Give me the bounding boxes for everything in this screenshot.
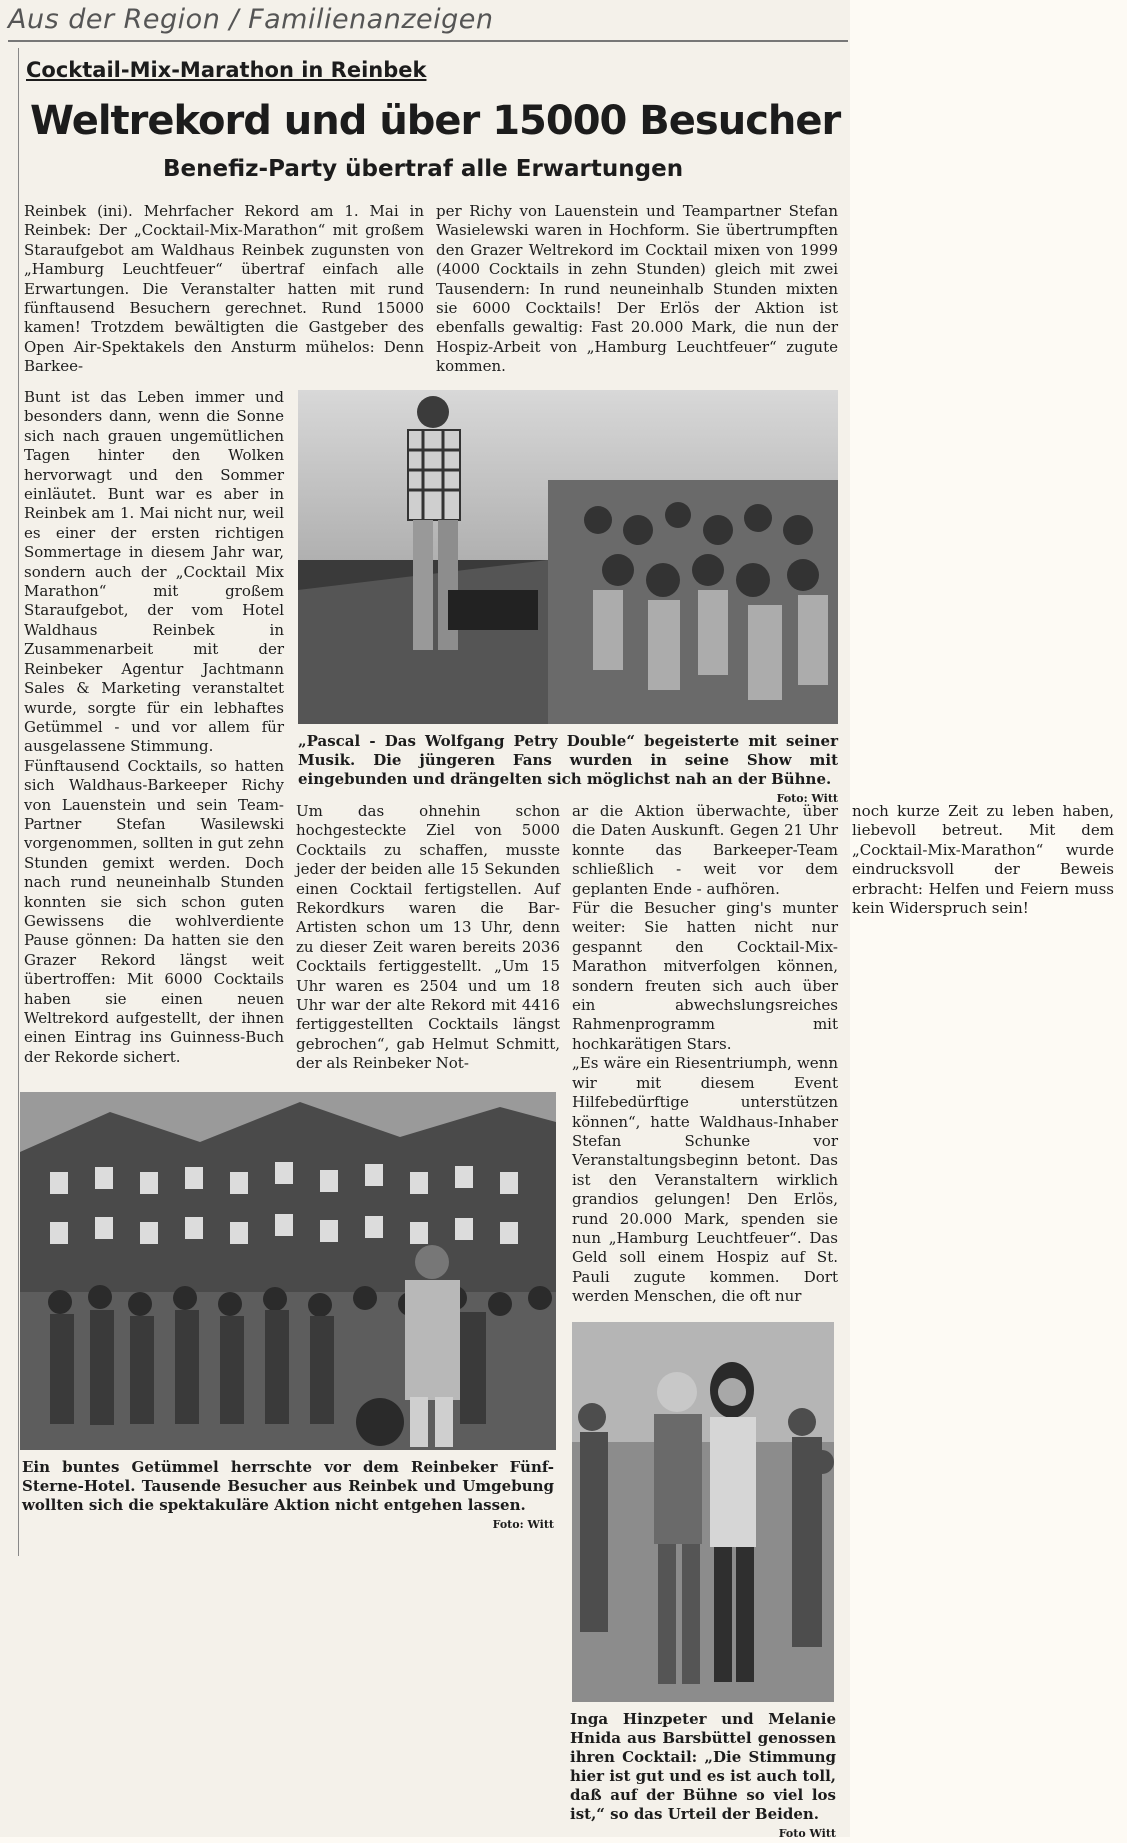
intro-right-column (436, 202, 838, 377)
body-column-3-paragraph-1: ar die Aktion überwachte, über die Daten Auskunft. Gegen 21 Uhr konnte das Barkeeper-Team schließlich - weit vor dem geplanten Ende - aufhören. (572, 802, 838, 898)
photo-hotel-crowd-graphic (20, 1092, 556, 1450)
caption-stage-singer (298, 732, 838, 808)
article-subheadline: Benefiz-Party übertraf alle Erwartungen (163, 156, 684, 182)
caption-hotel-crowd (22, 1458, 554, 1534)
photo-two-women (572, 1322, 834, 1702)
photo-stage-singer (298, 390, 838, 724)
body-column-3-paragraph-3: „Es wäre ein Riesentriumph, wenn wir mit diesem Event Hilfebedürftige unterstützen können“, hatte Waldhaus-Inhaber Stefan Schunke vor Veranstaltungsbeginn betont. Das ist den Veranstaltern wirklich grandios gelungen! Den Erlös, rund 20.000 Mark, spenden sie nun „Hamburg Leuchtfeuer“. Das Geld soll einem Hospiz auf St. Pauli zugute kommen. Dort werden Menschen, die oft nur (572, 1054, 838, 1306)
photo-two-women-graphic (572, 1322, 834, 1702)
body-column-3 (572, 802, 838, 1307)
intro-right-text: per Richy von Lauenstein und Teampartner Stefan Wasielewski waren in Hochform. Sie übertrumpften den Grazer Weltrekord im Cocktail mixen von 1999 (4000 Cocktails in zehn Stunden) gleich mit zwei Tausendern: In rund neuneinhalb Stunden mixten sie 6000 Cocktails! Der Erlös der Aktion ist ebenfalls gewaltig: Fast 20.000 Mark, die nun der Hospiz-Arbeit von „Hamburg Leuchtfeuer“ zugute kommen. (436, 202, 838, 376)
article-headline: Weltrekord und über 15000 Besucher (30, 98, 841, 144)
body-column-1 (24, 388, 284, 1067)
caption-two-women-text: Inga Hinzpeter und Melanie Hnida aus Barsbüttel genossen ihren Cocktail: „Die Stimmung hier ist gut und es ist auch toll, daß auf der Bühne so viel los ist,“ so das Urteil der Beiden. (570, 1710, 836, 1823)
caption-hotel-crowd-text: Ein buntes Getümmel herrschte vor dem Reinbeker Fünf-Sterne-Hotel. Tausende Besucher aus Reinbek und Umgebung wollten sich die spektakuläre Aktion nicht entgehen lassen. (22, 1458, 554, 1514)
photo-credit-2: Foto: Witt (492, 1518, 554, 1531)
body-column-4 (852, 802, 1114, 918)
body-column-2 (296, 802, 560, 1074)
caption-stage-singer-text: „Pascal - Das Wolfgang Petry Double“ begeisterte mit seiner Musik. Die jüngeren Fans wurden in seine Show mit eingebunden und drängelten sich möglichst nah an der Bühne. (298, 732, 838, 788)
photo-hotel-crowd (20, 1092, 556, 1450)
body-column-1-paragraph-1: Bunt ist das Leben immer und besonders dann, wenn die Sonne sich nach grauen ungemütlichen Tagen hinter den Wolken hervorwagt und den Sommer einläutet. Bunt war es aber in Reinbek am 1. Mai nicht nur, weil es einer der ersten richtigen Sommertage in diesem Jahr war, sondern auch der „Cocktail Mix Marathon“ mit großem Staraufgebot, der vom Hotel Waldhaus Reinbek in Zusammenarbeit mit der Reinbeker Agentur Jachtmann Sales & Marketing veranstaltet wurde, sorgte für ein lebhaftes Getümmel - und vor allem für ausgelassene Stimmung. (24, 388, 284, 756)
photo-credit-1: Foto: Witt (776, 792, 838, 805)
body-column-3-paragraph-2: Für die Besucher ging's munter weiter: Sie hatten nicht nur gespannt den Cocktail-Mix-Marathon mitverfolgen können, sondern freuten sich auch über ein abwechslungsreiches Rahmenprogramm mit hochkarätigen Stars. (572, 899, 838, 1053)
body-column-4-text: noch kurze Zeit zu leben haben, liebevoll betreut. Mit dem „Cocktail-Mix-Marathon“ wurde eindrucksvoll der Beweis erbracht: Helfen und Feiern muss kein Widerspruch sein! (852, 802, 1114, 918)
body-column-1-paragraph-2: Fünftausend Cocktails, so hatten sich Waldhaus-Barkeeper Richy von Lauenstein und sein Team-Partner Stefan Wasilewski vorgenommen, sollten in gut zehn Stunden gemixt werden. Doch nach rund neuneinhalb Stunden konnten sie sich schon guten Gewissens die wohlverdiente Pause gönnen: Da hatten sie den Grazer Rekord längst weit übertroffen: Mit 6000 Cocktails haben sie einen neuen Weltrekord aufgestellt, der ihnen einen Eintrag ins Guinness-Buch der Rekorde sichert. (24, 756, 284, 1066)
photo-stage-singer-graphic (298, 390, 838, 724)
intro-left-column (24, 202, 424, 377)
intro-left-text: Reinbek (ini). Mehrfacher Rekord am 1. Mai in Reinbek: Der „Cocktail-Mix-Marathon“ mit großem Staraufgebot am Waldhaus Reinbek zugunsten von „Hamburg Leuchtfeuer“ übertraf einfach alle Erwartungen. Die Veranstalter hatten mit rund fünftausend Besuchern gerechnet. Rund 15000 kamen! Trotzdem bewältigten die Gastgeber des Open Air-Spektakels den Ansturm mühelos: Denn Barkee- (24, 202, 424, 376)
article-kicker: Cocktail-Mix-Marathon in Reinbek (26, 58, 427, 82)
photo-credit-3: Foto Witt (778, 1827, 836, 1840)
blank-margin (850, 0, 1127, 1837)
body-column-2-text: Um das ohnehin schon hochgesteckte Ziel von 5000 Cocktails zu schaffen, musste jeder der beiden alle 15 Sekunden einen Cocktail fertigstellen. Auf Rekordkurs waren die Bar-Artisten schon um 13 Uhr, denn zu dieser Zeit waren bereits 2036 Cocktails fertiggestellt. „Um 15 Uhr waren es 2504 und um 18 Uhr war der alte Rekord mit 4416 fertiggestellten Cocktails längst gebrochen“, gab Helmut Schmitt, der als Reinbeker Not- (296, 802, 560, 1073)
section-header: Aus der Region / Familienanzeigen (8, 4, 848, 42)
caption-two-women (570, 1710, 836, 1843)
